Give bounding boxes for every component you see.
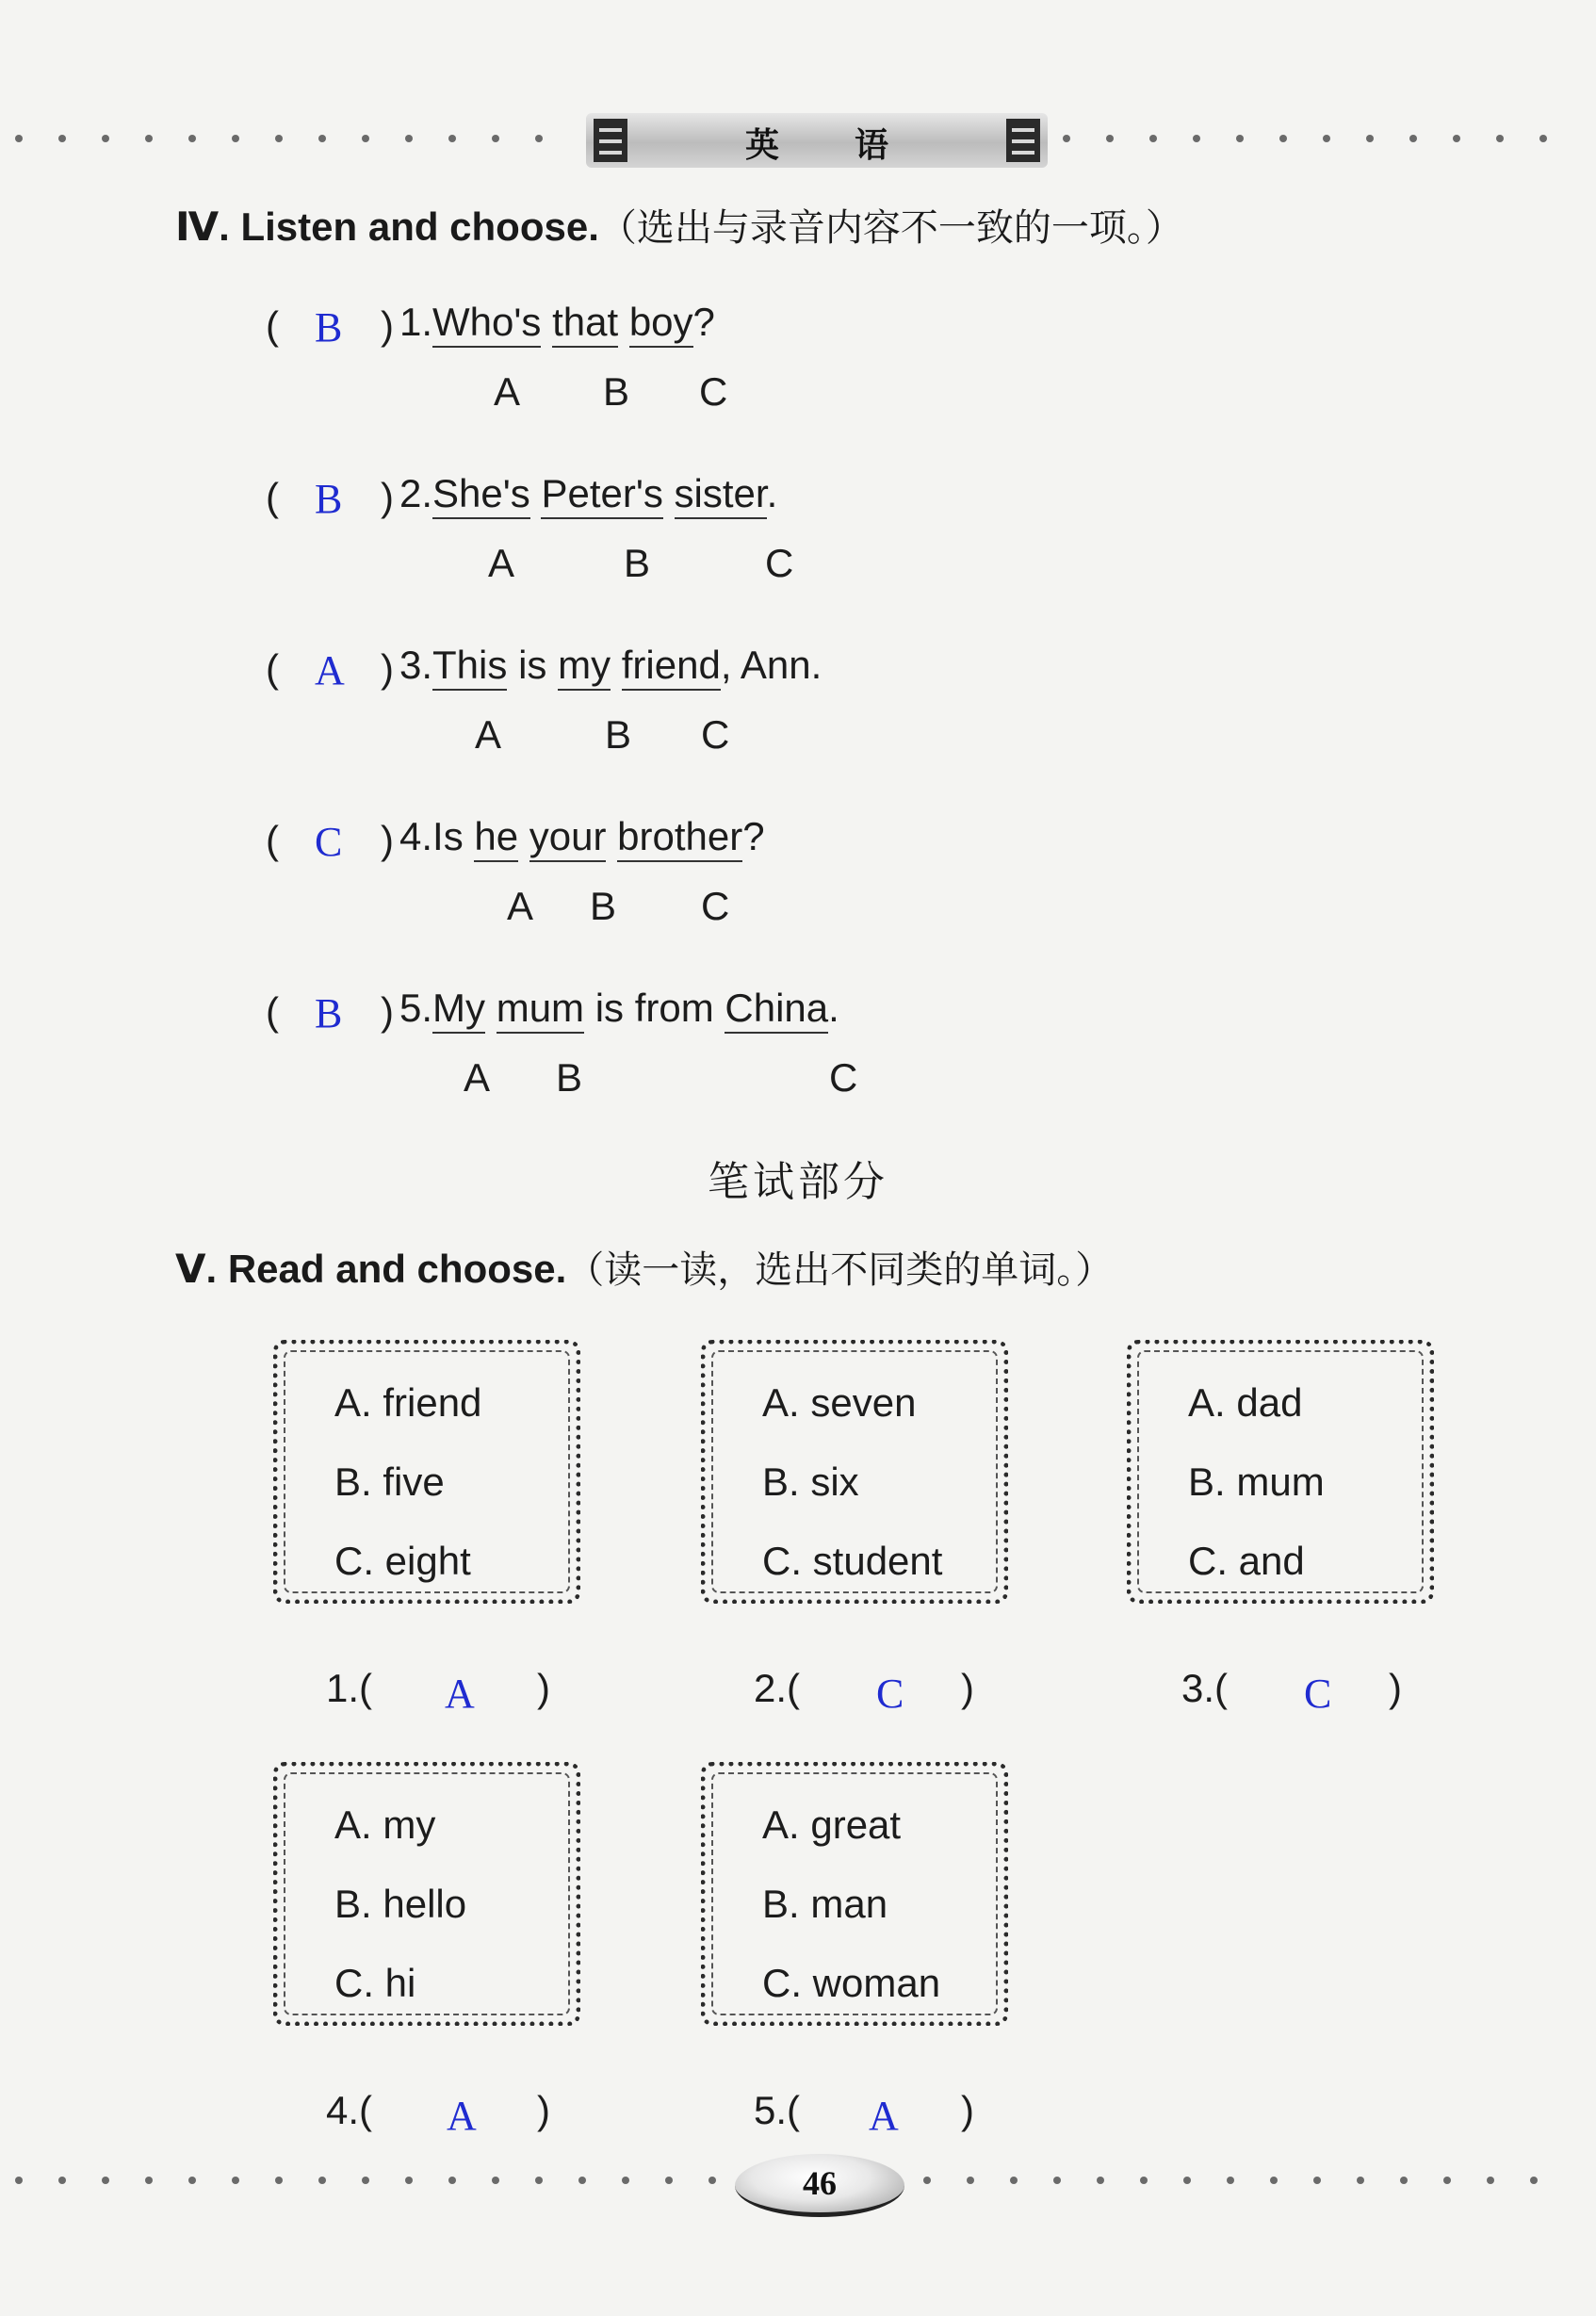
footer-dot-row-right: [910, 2177, 1596, 2184]
group-answer-3: C: [1304, 1671, 1332, 1717]
header-dot-row-left: [0, 135, 584, 142]
answer-slot-1: 1.(: [326, 1666, 373, 1710]
answer-3: A: [315, 647, 345, 693]
section-4-title: Ⅳ. Listen and choose.（选出与录音内容不一致的一项。）: [175, 204, 1183, 250]
question-2: 2.She's Peter's sister.: [399, 471, 777, 516]
answer-slot-5: 5.(: [754, 2088, 801, 2132]
page-number: 46: [803, 2164, 837, 2202]
question-5: 5.My mum is from China.: [399, 986, 839, 1031]
section-5-title: Ⅴ. Read and choose.（读一读，选出不同类的单词。）: [175, 1247, 1114, 1292]
group-answer-1: A: [445, 1671, 475, 1717]
header-dot-row-right: [1053, 135, 1596, 142]
word-group-box-4: A. my B. hello C. hi: [273, 1762, 580, 2026]
answer-4: C: [315, 819, 343, 865]
question-3: 3.This is my friend, Ann.: [399, 643, 822, 688]
answer-slot-4: 4.(: [326, 2088, 373, 2132]
word-group-box-3: A. dad B. mum C. and: [1127, 1340, 1434, 1604]
word-group-box-5: A. great B. man C. woman: [701, 1762, 1008, 2026]
answer-2: B: [315, 476, 343, 522]
written-section-heading: 笔试部分: [708, 1158, 888, 1206]
subject-banner: [586, 113, 1048, 168]
group-answer-2: C: [876, 1671, 904, 1717]
group-answer-4: A: [447, 2093, 477, 2139]
question-1: 1.Who's that boy?: [399, 300, 715, 345]
question-4: 4.Is he your brother?: [399, 814, 765, 859]
answer-5: B: [315, 990, 343, 1036]
answer-1: B: [315, 304, 343, 351]
answer-slot-2: 2.(: [754, 1666, 801, 1710]
subject-title: 英语: [744, 125, 964, 165]
word-group-box-2: A. seven B. six C. student: [701, 1340, 1008, 1604]
page-number-badge: [735, 2154, 904, 2217]
group-answer-5: A: [869, 2093, 899, 2139]
footer-dot-row-left: [0, 2177, 735, 2184]
answer-slot-3: 3.(: [1181, 1666, 1229, 1710]
word-group-box-1: A. friend B. five C. eight: [273, 1340, 580, 1604]
